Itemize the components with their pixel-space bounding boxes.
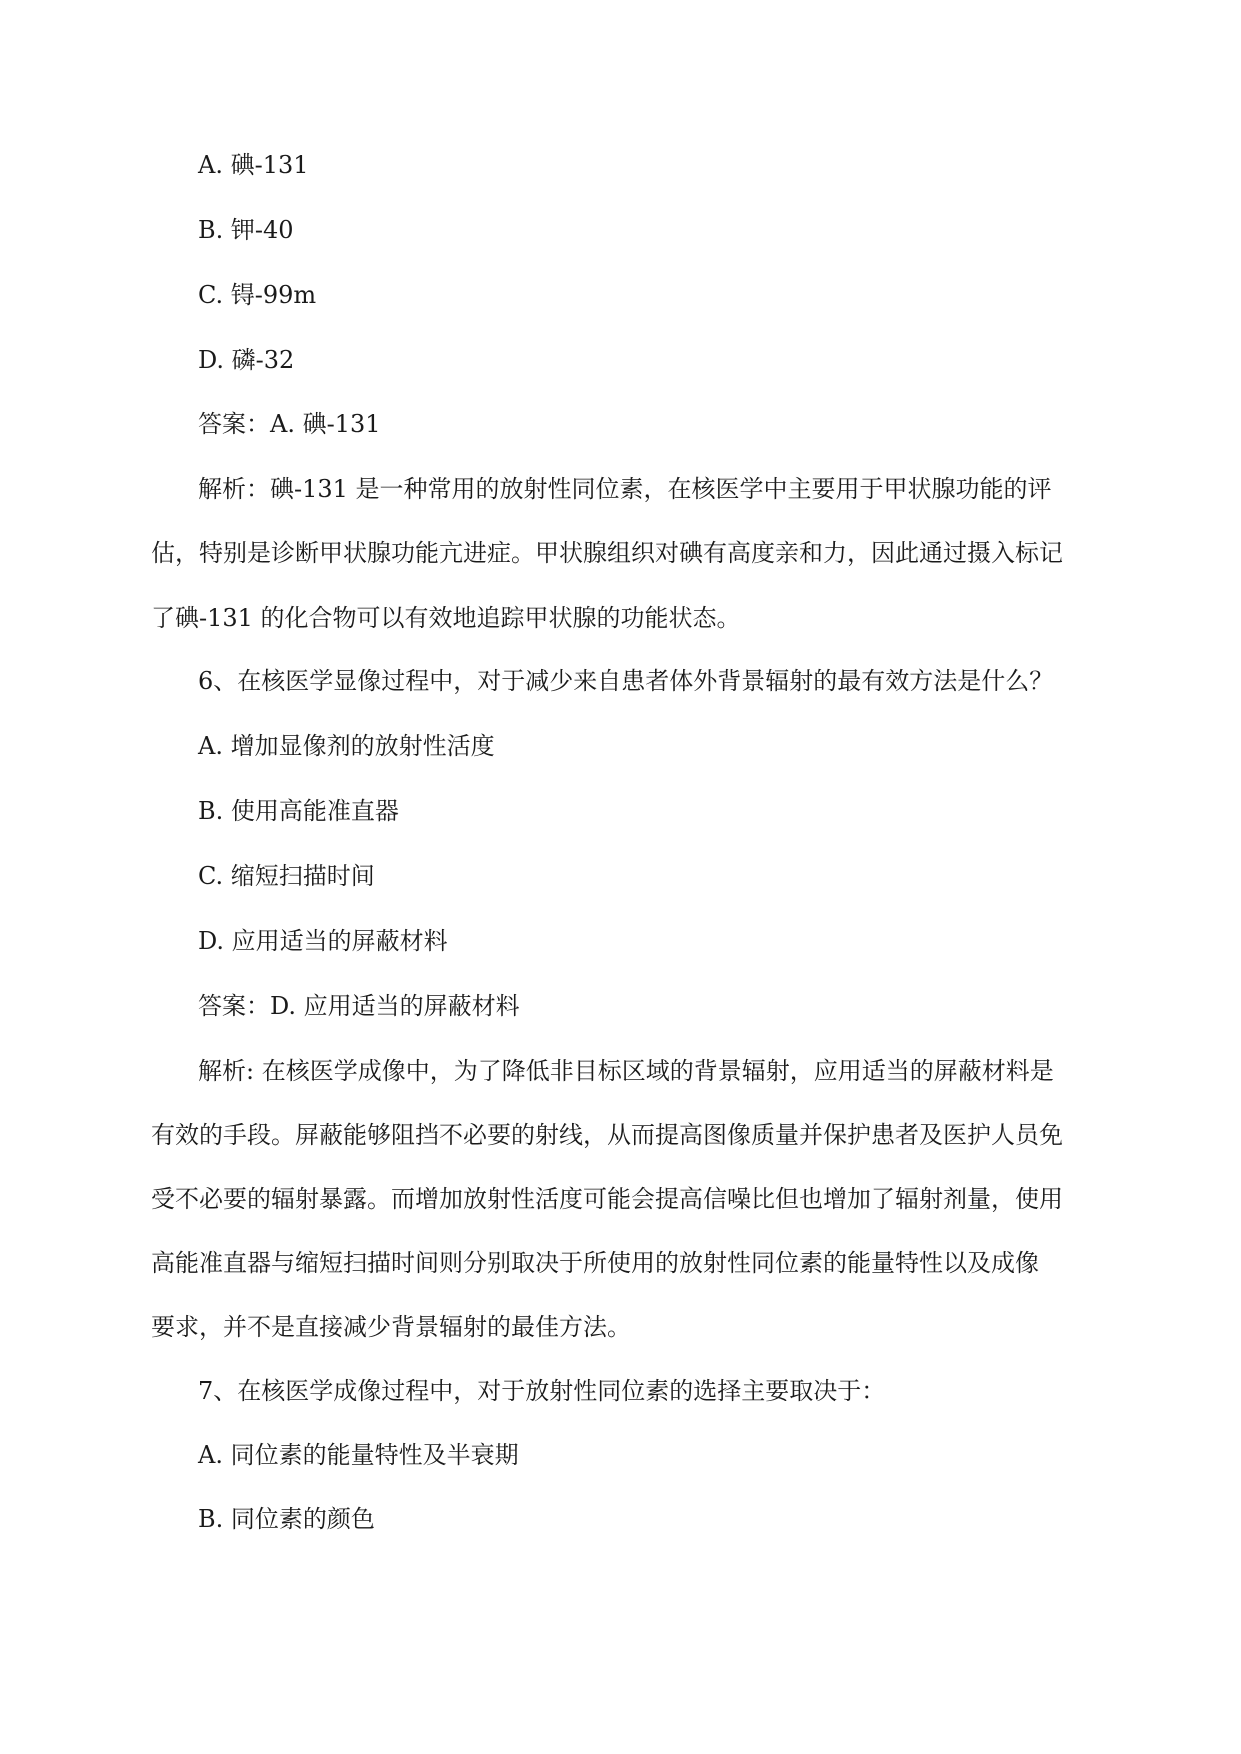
q5-analysis-line-3: 了碘-131 的化合物可以有效地追踪甲状腺的功能状态。 [151, 604, 741, 632]
q5-answer: 答案：A. 碘-131 [198, 410, 381, 438]
q7-question: 7、在核医学成像过程中，对于放射性同位素的选择主要取决于： [198, 1377, 886, 1405]
q5-analysis-line-2: 估，特别是诊断甲状腺功能亢进症。甲状腺组织对碘有高度亲和力，因此通过摄入标记 [151, 539, 1063, 567]
q6-analysis-line-5: 要求，并不是直接减少背景辐射的最佳方法。 [151, 1313, 631, 1341]
q6-analysis-line-4: 高能准直器与缩短扫描时间则分别取决于所使用的放射性同位素的能量特性以及成像 [151, 1249, 1039, 1277]
q6-option-a: A. 增加显像剂的放射性活度 [198, 732, 495, 760]
q5-option-c: C. 锝-99m [198, 281, 317, 309]
q6-option-b: B. 使用高能准直器 [198, 797, 399, 825]
q7-option-b: B. 同位素的颜色 [198, 1505, 375, 1533]
q5-option-a: A. 碘-131 [198, 151, 309, 179]
q6-option-c: C. 缩短扫描时间 [198, 862, 375, 890]
q6-option-d: D. 应用适当的屏蔽材料 [198, 927, 448, 955]
q6-question: 6、在核医学显像过程中，对于减少来自患者体外背景辐射的最有效方法是什么？ [198, 667, 1054, 695]
q5-option-d: D. 磷-32 [198, 346, 295, 374]
q5-analysis-line-1: 解析：碘-131 是一种常用的放射性同位素，在核医学中主要用于甲状腺功能的评 [198, 475, 1052, 503]
q6-answer: 答案：D. 应用适当的屏蔽材料 [198, 992, 520, 1020]
q7-option-a: A. 同位素的能量特性及半衰期 [198, 1441, 519, 1469]
q6-analysis-line-2: 有效的手段。屏蔽能够阻挡不必要的射线，从而提高图像质量并保护患者及医护人员免 [151, 1121, 1063, 1149]
q6-analysis-line-1: 解析: 在核医学成像中，为了降低非目标区域的背景辐射，应用适当的屏蔽材料是 [198, 1057, 1054, 1085]
q5-option-b: B. 钾-40 [198, 216, 294, 244]
q6-analysis-line-3: 受不必要的辐射暴露。而增加放射性活度可能会提高信噪比但也增加了辐射剂量，使用 [151, 1185, 1063, 1213]
